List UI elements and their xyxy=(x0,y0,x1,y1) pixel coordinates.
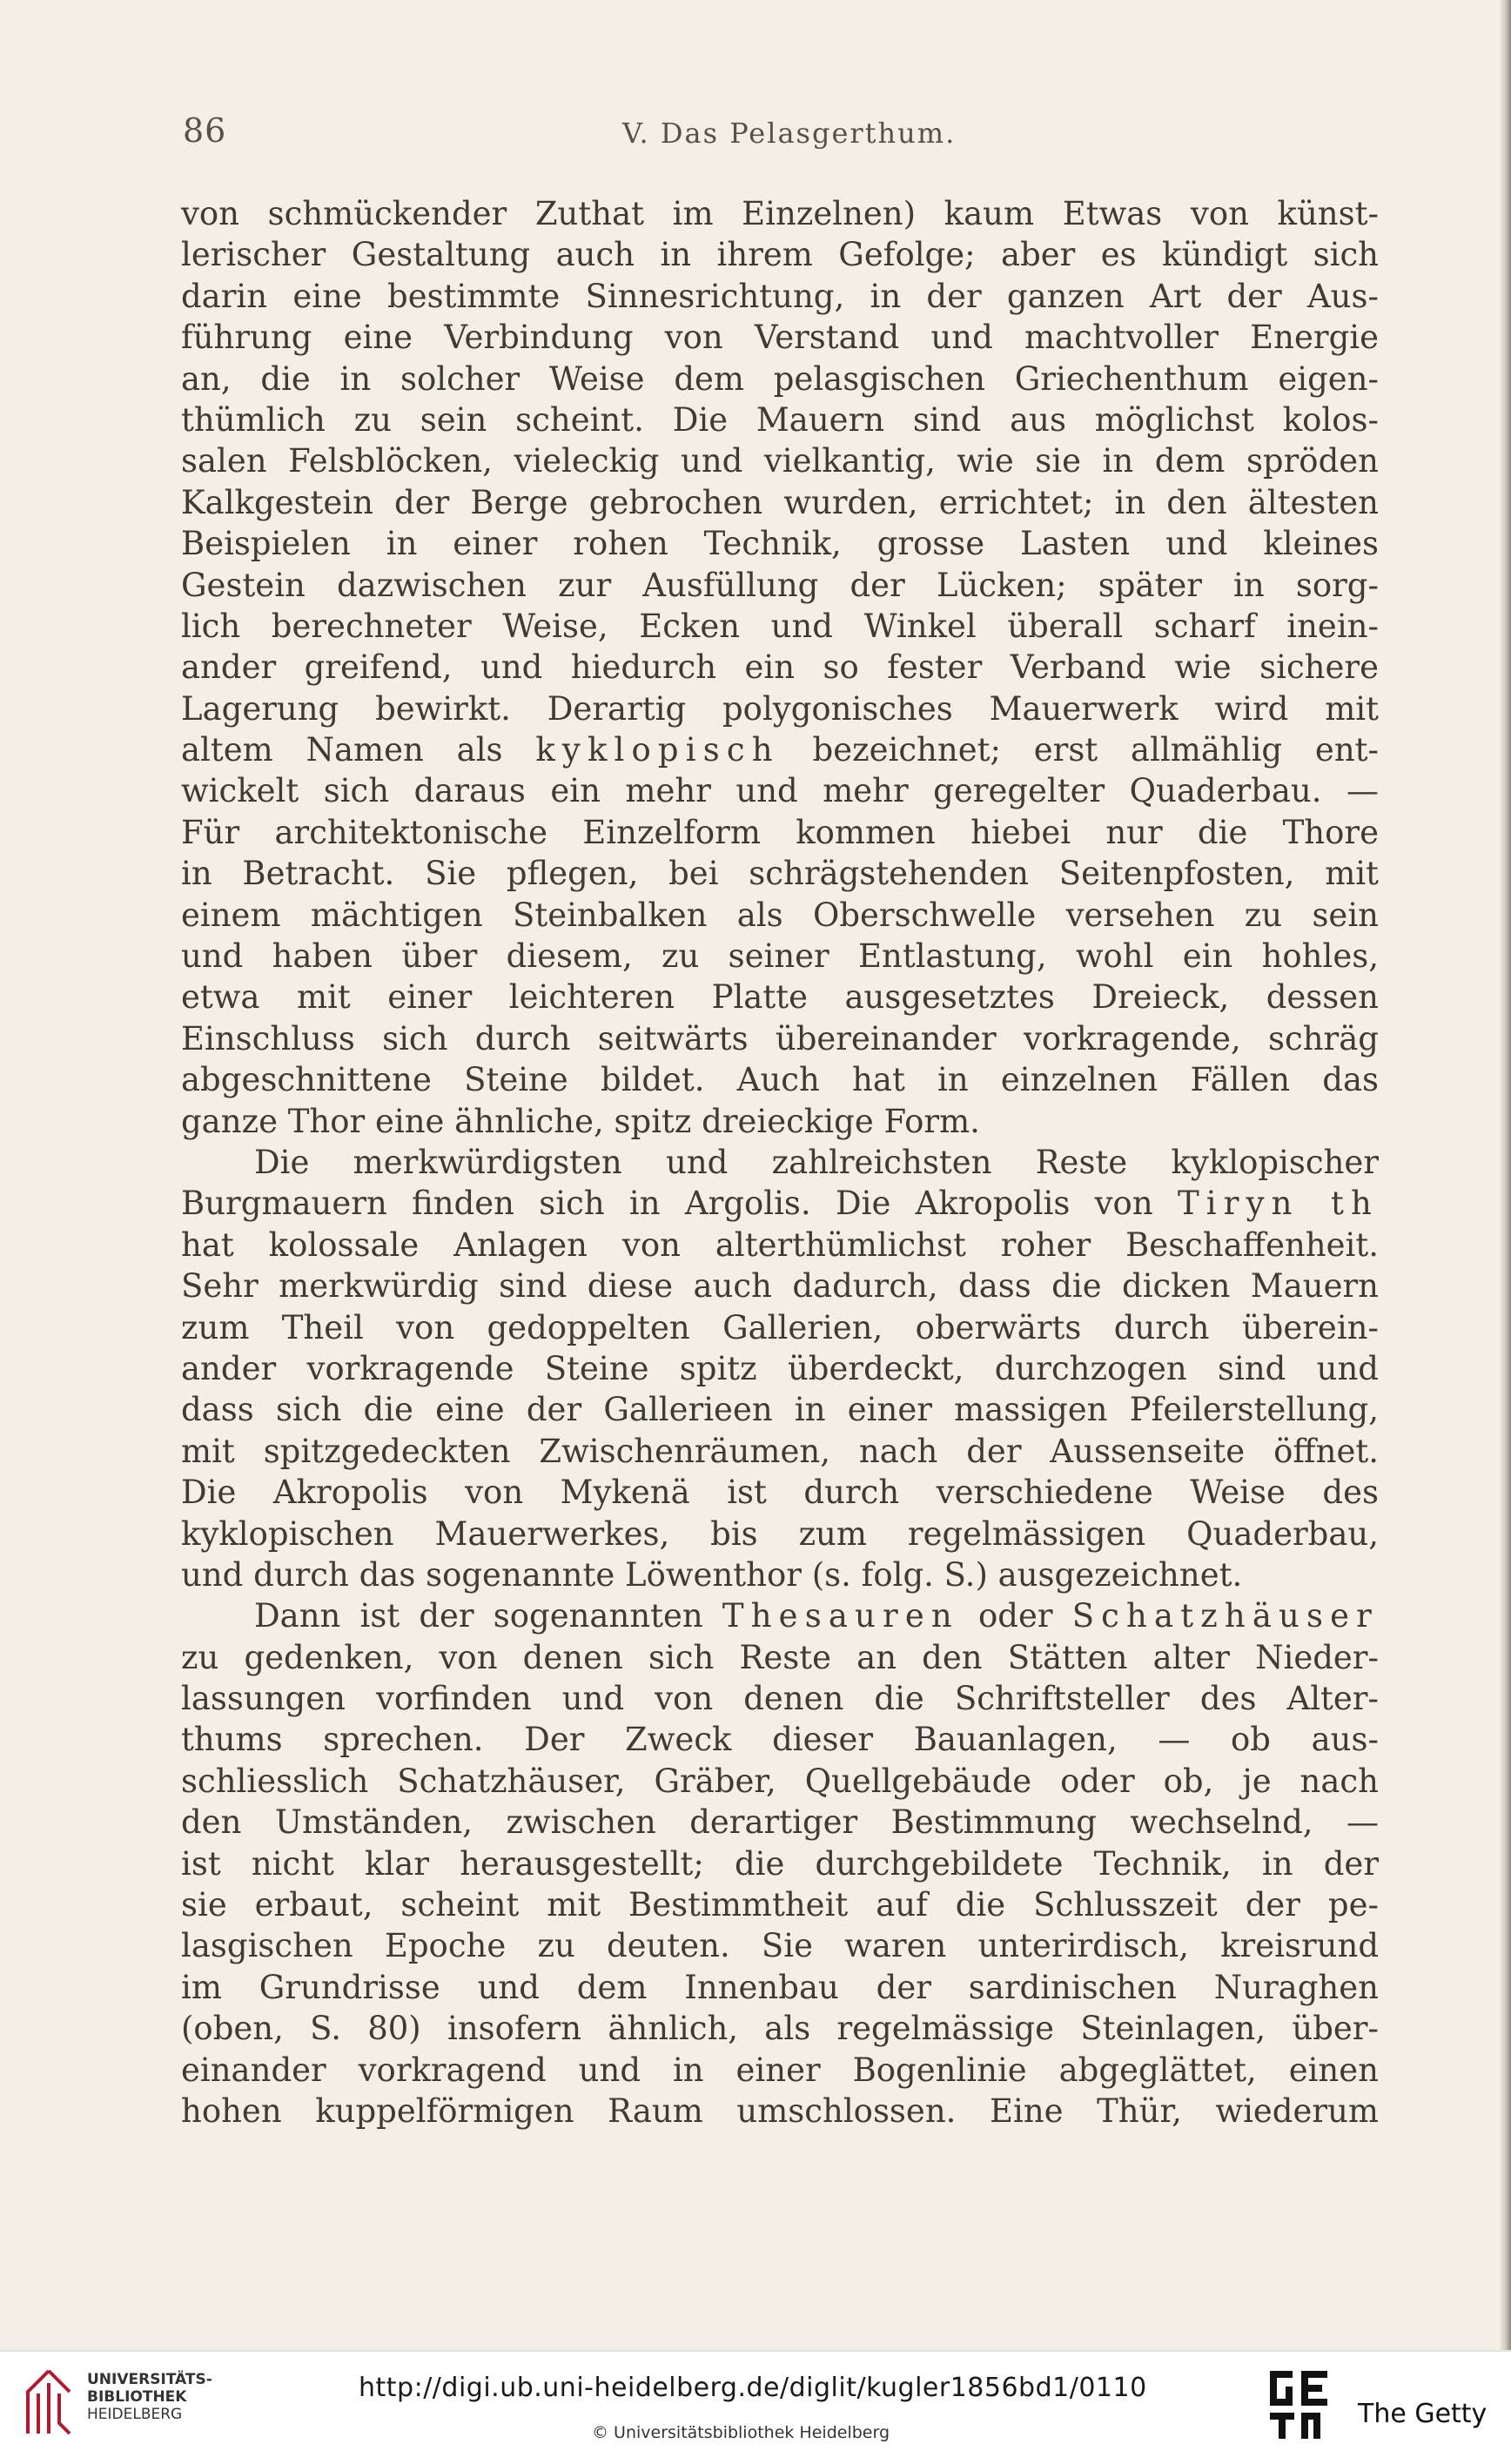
digitization-footer xyxy=(0,2350,1511,2464)
library-name-line: BIBLIOTHEK xyxy=(87,2388,187,2406)
text-line: ist nicht klar herausgestellt; die durchgebildete Technik, in der xyxy=(181,1844,1379,1883)
text-line: salen Felsblöcken, vieleckig und vielkantig, wie sie in dem spröden xyxy=(181,442,1379,480)
text-line: (oben, S. 80) insofern ähnlich, als regelmässige Steinlagen, über- xyxy=(181,2010,1379,2048)
text-line: ander vorkragende Steine spitz überdeckt, durchzogen sind und xyxy=(181,1349,1379,1387)
text-segment: bezeichnet; erst allmählig ent- xyxy=(812,731,1380,769)
text-line: thümlich zu sein scheint. Die Mauern sind aus möglichst kolos- xyxy=(181,400,1379,439)
text-line: einem mächtigen Steinbalken als Oberschwelle versehen zu sein xyxy=(181,896,1379,934)
text-segment: Dann ist der sogenannten xyxy=(254,1597,703,1635)
emphasized-term: Thesauren xyxy=(722,1597,959,1635)
text-line: Beispielen in einer rohen Technik, grosse Lasten und kleines xyxy=(181,525,1379,563)
getty-logo-icon xyxy=(1266,2367,1334,2442)
text-line: Die merkwürdigsten und zahlreichsten Reste kyklopischer xyxy=(254,1143,1379,1181)
text-line: lerischer Gestaltung auch in ihrem Gefolge; aber es kündigt sich xyxy=(181,236,1379,274)
text-line: in Betracht. Sie pflegen, bei schrägstehenden Seitenpfosten, mit xyxy=(181,855,1379,893)
text-line: etwa mit einer leichteren Platte ausgesetztes Dreieck, dessen xyxy=(181,978,1379,1017)
text-line: kyklopischen Mauerwerkes, bis zum regelmässigen Quaderbau, xyxy=(181,1514,1379,1553)
text-line: an, die in solcher Weise dem pelasgischen Griechenthum eigen- xyxy=(181,359,1379,398)
text-line xyxy=(181,1183,1379,1224)
text-line: den Umständen, zwischen derartiger Bestimmung wechselnd, — xyxy=(181,1803,1379,1842)
text-line: lassungen vorfinden und von denen die Schriftsteller des Alter- xyxy=(181,1680,1379,1718)
page-edge-shadow xyxy=(1499,0,1511,2350)
text-line: darin eine bestimmte Sinnesrichtung, in der ganzen Art der Aus- xyxy=(181,277,1379,315)
text-line: Gestein dazwischen zur Ausfüllung der Lücken; später in sorg- xyxy=(181,566,1379,604)
heidelberg-library-logo-icon xyxy=(19,2367,80,2437)
emphasized-term: Tiryn th xyxy=(1177,1185,1379,1223)
text-line: und haben über diesem, zu seiner Entlastung, wohl ein hohles, xyxy=(181,937,1379,976)
copyright-notice: © Universitätsbibliothek Heidelberg xyxy=(592,2423,890,2442)
emphasized-term: kyklopisch xyxy=(535,731,780,769)
text-line: Für architektonische Einzelform kommen hiebei nur die Thore xyxy=(181,813,1379,851)
text-line: thums sprechen. Der Zweck dieser Bauanlagen, — ob aus- xyxy=(181,1721,1379,1759)
text-line: lich berechneter Weise, Ecken und Winkel überall scharf inein- xyxy=(181,607,1379,645)
partner-name: The Getty xyxy=(1358,2399,1487,2429)
text-line: abgeschnittene Steine bildet. Auch hat in einzelnen Fällen das xyxy=(181,1061,1379,1099)
text-line: Einschluss sich durch seitwärts übereinander vorkragende, schräg xyxy=(181,1019,1379,1057)
text-segment: oder xyxy=(978,1597,1053,1635)
text-line: im Grundrisse und dem Innenbau der sardinischen Nuraghen xyxy=(181,1968,1379,2006)
text-segment: Burgmauern finden sich in Argolis. Die Akropolis von xyxy=(181,1185,1153,1223)
library-name-line: HEIDELBERG xyxy=(87,2406,183,2423)
text-line: Kalkgestein der Berge gebrochen wurden, errichtet; in den ältesten xyxy=(181,483,1379,521)
text-line: zu gedenken, von denen sich Reste an den Stätten alter Nieder- xyxy=(181,1638,1379,1676)
library-name-line: UNIVERSITÄTS- xyxy=(87,2371,212,2388)
emphasized-term: Schatzhäuser xyxy=(1071,1597,1379,1635)
text-line: mit spitzgedeckten Zwischenräumen, nach der Aussenseite öffnet. xyxy=(181,1432,1379,1470)
body-text xyxy=(181,193,1379,2132)
text-line: einander vorkragend und in einer Bogenlinie abgeglättet, einen xyxy=(181,2051,1379,2089)
text-line: sie erbaut, scheint mit Bestimmtheit auf die Schlusszeit der pe- xyxy=(181,1886,1379,1924)
text-line: ganze Thor eine ähnliche, spitz dreieckige Form. xyxy=(181,1102,980,1140)
text-line: führung eine Verbindung von Verstand und machtvoller Energie xyxy=(181,319,1379,357)
text-line: hohen kuppelförmigen Raum umschlossen. Eine Thür, wiederum xyxy=(181,2091,1379,2130)
text-segment: altem Namen als xyxy=(181,731,503,769)
source-url-link[interactable]: http://digi.ub.uni-heidelberg.de/diglit/kugler1856bd1/0110 xyxy=(359,2373,1147,2403)
text-line: Die Akropolis von Mykenä ist durch verschiedene Weise des xyxy=(181,1474,1379,1512)
text-line xyxy=(181,729,1379,770)
text-line: zum Theil von gedoppelten Gallerien, oberwärts durch überein- xyxy=(181,1308,1379,1346)
page-number: 86 xyxy=(183,111,227,150)
text-line: Lagerung bewirkt. Derartig polygonisches Mauerwerk wird mit xyxy=(181,689,1379,728)
text-line xyxy=(181,1595,1379,1636)
library-name xyxy=(87,2371,212,2423)
text-line: ander greifend, und hiedurch ein so fester Verband wie sichere xyxy=(181,648,1379,687)
text-line: schliesslich Schatzhäuser, Gräber, Quellgebäude oder ob, je nach xyxy=(181,1762,1379,1800)
text-line: lasgischen Epoche zu deuten. Sie waren unterirdisch, kreisrund xyxy=(181,1927,1379,1965)
text-line: dass sich die eine der Gallerieen in einer massigen Pfeilerstellung, xyxy=(181,1391,1379,1429)
running-title: V. Das Pelasgerthum. xyxy=(622,117,957,150)
text-line: Sehr merkwürdig sind diese auch dadurch, dass die dicken Mauern xyxy=(181,1267,1379,1306)
text-line: hat kolossale Anlagen von alterthümlichst roher Beschaffenheit. xyxy=(181,1225,1379,1264)
text-line: und durch das sogenannte Löwenthor (s. folg. S.) ausgezeichnet. xyxy=(181,1555,1243,1594)
text-line: wickelt sich daraus ein mehr und mehr geregelter Quaderbau. — xyxy=(181,772,1379,810)
running-head xyxy=(183,111,1375,164)
text-line: von schmückender Zuthat im Einzelnen) kaum Etwas von künst- xyxy=(181,195,1379,232)
